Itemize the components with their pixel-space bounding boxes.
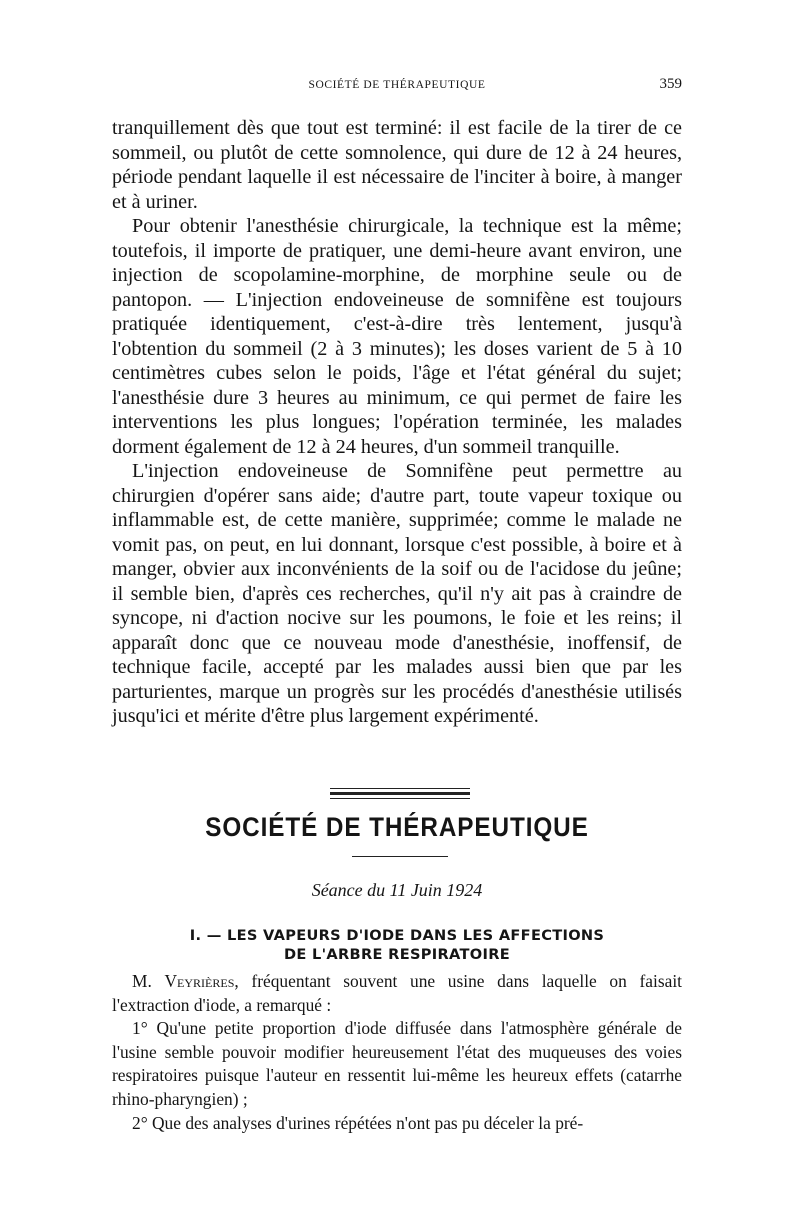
separator-rule-hairline: [330, 798, 470, 799]
speaker-prefix: M.: [132, 971, 152, 991]
article-heading: [112, 926, 682, 964]
speaker-name: Veyrières: [164, 971, 235, 991]
separator-rule-thick: [330, 792, 470, 795]
article-heading-line-1: I. — LES VAPEURS D'IODE DANS LES AFFECTIONS: [189, 927, 605, 944]
session-date: Séance du 11 Juin 1924: [311, 880, 483, 900]
point-1: 1° Qu'une petite proportion d'iode diffusée dans l'atmosphère générale de l'usine semble pouvoir modifier heureusement l'état des muqueuses des voies respiratoires puisque l'auteur en ressentit lui-même les heureux effets (catarrhe rhino-pharyngien) ;: [112, 1018, 682, 1109]
separator-rule-thin: [330, 788, 470, 789]
point-2: 2° Que des analyses d'urines répétées n'ont pas pu déceler la pré-: [132, 1112, 584, 1133]
paragraph-3: L'injection endoveineuse de Somnifène peut permettre au chirurgien d'opérer sans aide; d'autre part, toute vapeur toxique ou inflammable est, de cette manière, supprimée; comme le malade ne vomit pas, on peut, en lui donnant, lorsque c'est possible, à boire et à manger, obvier aux inconvénients de la soif ou de l'acidose du jeûne; il semble bien, d'après ces recherches, qu'il n'y ait pas à craindre de syncope, ni d'action nocive sur les poumons, le foie et les reins; il apparaît donc que ce nouveau mode d'anesthésie, inoffensif, de technique facile, accepté par les malades aussi bien que par les parturientes, marque un progrès sur les procédés d'anesthésie utilisés jusqu'ici et mérite d'être plus largement expérimenté.: [112, 460, 682, 727]
title-rule: [352, 856, 448, 857]
intro-text: , fréquentant souvent une usine dans laquelle on faisait l'extraction d'iode, a remarqué :: [112, 971, 682, 1015]
paragraph-2: Pour obtenir l'anesthésie chirurgicale, la technique est la même; toutefois, il importe de pratiquer, une demi-heure avant environ, une injection de scopolamine-morphine, de morphine seule ou de pantopon. — L'injection endoveineuse de somnifène est toujours pratiquée identiquement, c'est-à-dire très lentement, jusqu'à l'obtention du sommeil (2 à 3 minutes); les doses varient de 5 à 10 centimètres cubes selon le poids, l'âge et l'état général du sujet; l'anesthésie dure 3 heures au minimum, ce qui permet de faire les interventions les plus longues; l'opération terminée, les malades dorment également de 12 à 24 heures, d'un sommeil tranquille.: [112, 215, 682, 458]
paragraph-1: tranquillement dès que tout est terminé: il est facile de la tirer de ce sommeil, ou plutôt de cette somnolence, qui dure de 12 à 24 heures, période pendant laquelle il est nécessaire de l'inciter à boire, à manger et à uriner.: [112, 117, 682, 213]
article-heading-line-2: DE L'ARBRE RESPIRATOIRE: [283, 946, 510, 963]
body-text: [112, 116, 682, 729]
article-intro: [112, 970, 682, 1017]
running-head: [112, 76, 682, 96]
running-head-title: SOCIÉTÉ DE THÉRAPEUTIQUE: [308, 79, 486, 91]
article-body: [112, 970, 682, 1135]
section-title: SOCIÉTÉ DE THÉRAPEUTIQUE: [205, 812, 589, 842]
page-number: 359: [659, 76, 682, 92]
